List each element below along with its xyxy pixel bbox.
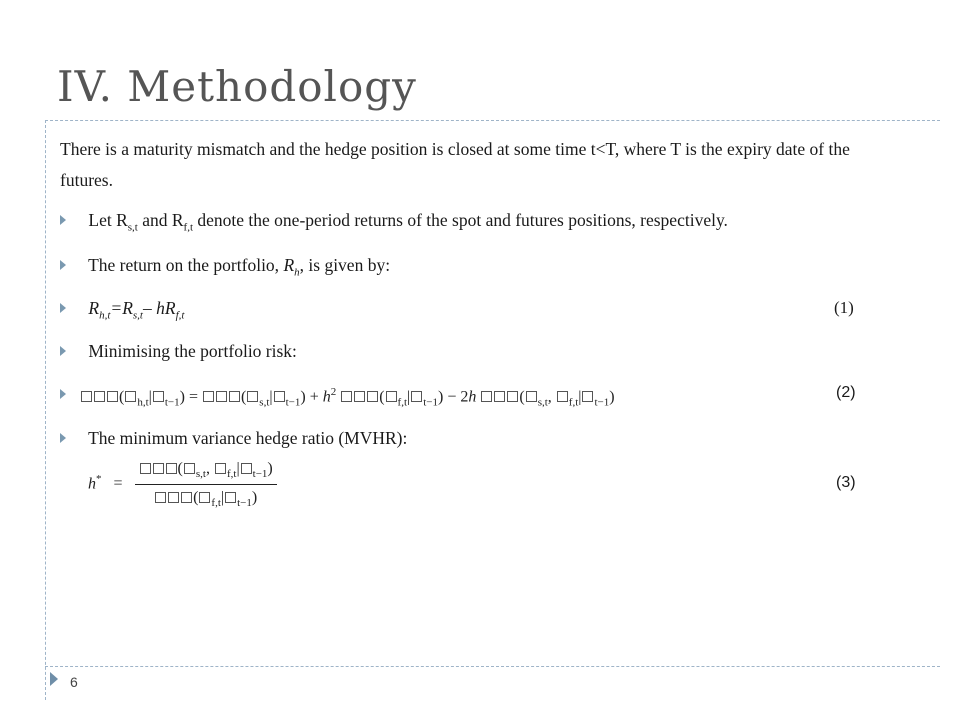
bullet-arrow-icon xyxy=(60,433,66,443)
bullet-returns-text-c: denote the one-period returns of the spot and futures positions, respectively. xyxy=(193,210,728,230)
page-number: 6 xyxy=(70,674,78,690)
bullet-portfolio-r: R xyxy=(283,255,295,275)
corner-arrow-icon xyxy=(50,672,58,686)
eq3-sup: * xyxy=(96,473,102,486)
bullet-equation-1 xyxy=(60,298,184,322)
equation-1-number: (1) xyxy=(834,298,854,317)
title-divider xyxy=(45,120,940,121)
bullet-arrow-icon xyxy=(60,215,66,225)
bullet-mvhr-text: The minimum variance hedge ratio (MVHR): xyxy=(88,428,408,448)
bullet-portfolio-sub: h xyxy=(294,266,300,279)
bullet-mvhr xyxy=(60,428,407,449)
eq3-fraction: $\frac{( _{s,t}, _{f,t}| _{t-1})}{( _{f,t}| _{t-1})}$ xyxy=(135,460,277,509)
equation-3 xyxy=(88,460,277,509)
equation-2-number: (2) xyxy=(836,384,856,401)
bullet-portfolio-text-a: The return on the portfolio, xyxy=(88,255,284,275)
eq1-b: =R xyxy=(110,298,133,318)
bullet-returns xyxy=(60,210,728,234)
bullet-arrow-icon xyxy=(60,346,66,356)
footer-divider xyxy=(45,666,940,667)
bullet-arrow-icon xyxy=(60,303,66,313)
bullet-arrow-icon xyxy=(60,260,66,270)
bullet-arrow-icon xyxy=(60,389,66,399)
bullet-portfolio-text-b: , is given by: xyxy=(299,255,391,275)
eq3-lhs: h xyxy=(88,475,96,493)
bullet-returns-text-a: Let R xyxy=(88,210,128,230)
eq1-a: R xyxy=(88,298,100,318)
bullet-returns-text-b: and R xyxy=(137,210,184,230)
bullet-returns-sub-b: f,t xyxy=(183,221,194,234)
slide-title: IV. Methodology xyxy=(57,62,417,111)
side-divider xyxy=(45,120,46,700)
intro-paragraph: There is a maturity mismatch and the hedge position is closed at some time t<T, where T is the expiry date of the futures. xyxy=(60,139,850,190)
eq1-sub-c: f,t xyxy=(175,309,185,322)
equation-2-image: ( $_{h,t}$| $_{t-1}$) = ( $_{s,t}$| $_{t-1}) + h^2$ ( $_{f,t}$| $_{t-1}$) − 2h ( $_{s,t}$, $_{f,t}$| $_{t-1}$) xyxy=(80,386,615,409)
equation-3-number: (3) xyxy=(836,474,856,491)
eq1-c: – hR xyxy=(142,298,176,318)
eq1-sub-a: h,t xyxy=(99,309,111,322)
bullet-minimising-text: Minimising the portfolio risk: xyxy=(88,341,297,361)
bullet-portfolio-return xyxy=(60,255,390,279)
bullet-minimising xyxy=(60,341,297,362)
eq1-sub-b: s,t xyxy=(132,309,143,322)
bullet-returns-sub-a: s,t xyxy=(127,221,138,234)
eq3-equals: = xyxy=(113,475,123,493)
